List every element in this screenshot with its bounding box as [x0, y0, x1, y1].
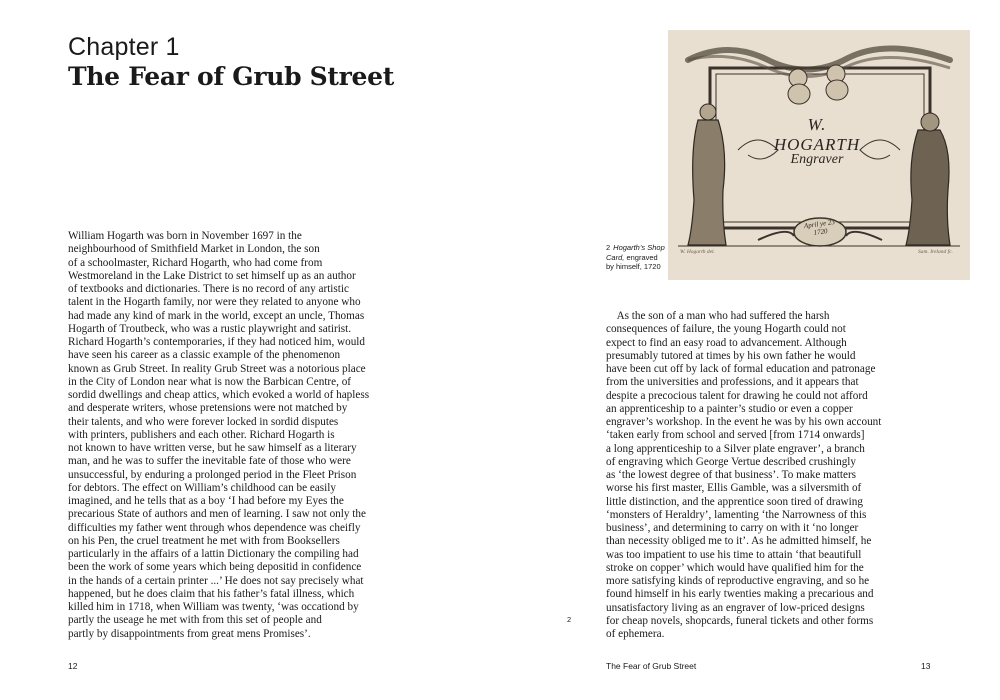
text-line: precarious State of authors and men of learning. I saw not only the	[68, 508, 366, 521]
text-line: found himself in his early twenties making a precarious and	[606, 588, 874, 601]
text-line: presumably tutored at times by his own father he would	[606, 349, 856, 362]
text-line: worse his first master, Ellis Gamble, was a silversmith of	[606, 482, 862, 495]
text-line: imagined, and he tells that as a boy ‘I had before my Eyes the	[68, 495, 344, 507]
running-head: The Fear of Grub Street	[606, 661, 697, 671]
text-line: ‘monsters of Heraldry’, lamenting ‘the Narrowness of this	[606, 508, 867, 521]
text-line: ‘taken early from school and served [from 1714 onwards]	[606, 429, 865, 442]
text-line: known as Grub Street. In reality Grub Street was a notorious place	[68, 362, 366, 375]
figure-caption-rest: engraved by himself, 1720	[606, 252, 661, 272]
left-body-text	[68, 230, 369, 641]
text-line: engraver’s workshop. In the event he was by his own account	[606, 416, 882, 428]
text-line: an apprenticeship to a painter’s studio or even a copper	[606, 402, 853, 415]
text-line: been the work of some years which being depositid in confidence	[68, 561, 362, 574]
text-line: for debtors. The effect on William’s childhood can be easily	[68, 481, 336, 494]
right-body-text	[606, 310, 881, 641]
engraving-date: April ye 23 1720	[803, 217, 836, 237]
text-line: more satisfying kinds of reproductive engraving, and so he	[606, 575, 870, 587]
text-line: despite a precocious talent for drawing he could not afford	[606, 389, 868, 402]
text-line: a long apprenticeship to a Silver plate engraver’, a branch	[606, 442, 865, 455]
text-line: of engraving which George Vertue described crushingly	[606, 455, 856, 468]
text-line: of a schoolmaster, Richard Hogarth, who had come from	[68, 256, 323, 269]
right-page-number: 13	[921, 661, 931, 671]
engraving-name: W. HOGARTH	[773, 115, 861, 154]
chapter-label: Chapter 1	[68, 33, 180, 61]
text-line: little distinction, and the apprentice soon tired of drawing	[606, 495, 863, 508]
left-page-number: 12	[68, 661, 78, 671]
text-line: of textbooks and dictionaries. There is no record of any artistic	[68, 283, 349, 295]
text-line: of ephemera.	[606, 628, 665, 640]
text-line: partly the useage he met with from this set of people and	[68, 614, 322, 627]
text-line: was too impatient to use his time to attain ‘that beautifull	[606, 548, 862, 561]
text-line: in the hands of a certain printer ...’ He does not say precisely what	[68, 574, 364, 587]
text-line: Westmoreland in the Lake District to set himself up as an author	[68, 269, 356, 282]
figure-caption-title: Hogarth’s Shop Card,	[606, 243, 665, 262]
text-line: difficulties my father went through whos dependence was cheifly	[68, 521, 361, 534]
figure-number: 2	[606, 243, 611, 252]
engraving-credit-left: W. Hogarth del.	[680, 249, 715, 255]
text-line: expect to find an easy road to advancement. Although	[606, 336, 847, 349]
figure-marker: 2	[567, 615, 572, 624]
text-line: had made any kind of mark in the world, except an uncle, Thomas	[68, 309, 365, 322]
text-line: their talents, and who were forever locked in sordid disputes	[68, 415, 339, 428]
text-line: As the son of a man who had suffered the harsh	[606, 310, 830, 322]
text-line: in the City of London near what is now the Barbican Centre, of	[68, 375, 352, 388]
text-line: have seen his career as a classic example of the phenomenon	[68, 349, 341, 362]
text-line: and desperate writers, whose pretensions were not matched by	[68, 402, 348, 415]
text-line: business’, and determining to carry on with it ‘no longer	[606, 522, 859, 534]
text-line: as ‘the lowest degree of that business’. To make matters	[606, 469, 857, 481]
text-line: from the universities and professions, and it appears that	[606, 376, 859, 389]
engraving-credit-right: Sam. Ireland fc.	[918, 249, 953, 255]
text-line: particularly in the affairs of a lattin Dictionary the compiling had	[68, 548, 359, 560]
text-line: on his Pen, the cruel treatment he met with from Booksellers	[68, 534, 340, 547]
text-line: Hogarth of Troutbeck, who was a rustic playwright and satirist.	[68, 322, 352, 335]
text-line: consequences of failure, the young Hogarth could not	[606, 323, 846, 336]
text-line: sordid dwellings and cheap attics, which evoked a world of hapless	[68, 389, 370, 401]
text-line: unsuccessful, by enduring a prolonged period in the Fleet Prison	[68, 468, 357, 481]
text-line: with printers, publishers and each other. Richard Hogarth is	[68, 428, 335, 441]
text-line: talent in the Hogarth family, nor were they related to anyone who	[68, 296, 361, 309]
chapter-title: The Fear of Grub Street	[68, 62, 394, 91]
text-line: have been cut off by lack of formal education and patronage	[606, 363, 876, 375]
figure-caption	[606, 243, 666, 272]
text-line: Richard Hogarth’s contemporaries, if they had noticed him, would	[68, 336, 366, 348]
text-line: William Hogarth was born in November 1697 in the	[68, 230, 302, 242]
text-line: partly by disappointments from great mens Promises’.	[68, 627, 311, 640]
text-line: for cheap novels, shopcards, funeral tickets and other forms	[606, 614, 874, 627]
text-line: stroke on copper’ which would have qualified him for the	[606, 561, 864, 574]
text-line: not known to have written verse, but he saw himself as a literary	[68, 442, 357, 454]
text-line: happened, but he does claim that his father’s fatal illness, which	[68, 587, 355, 600]
text-line: unsatisfactory living as an engraver of low-priced designs	[606, 601, 865, 614]
engraving-role: Engraver	[790, 152, 844, 167]
text-line: man, and he was to suffer the inevitable fate of those who were	[68, 455, 351, 468]
text-line: neighbourhood of Smithfield Market in London, the son	[68, 243, 320, 256]
text-line: killed him in 1718, when William was twenty, ‘was occationd by	[68, 601, 359, 613]
text-line: than necessity obliged me to it’. As he admitted himself, he	[606, 535, 872, 548]
